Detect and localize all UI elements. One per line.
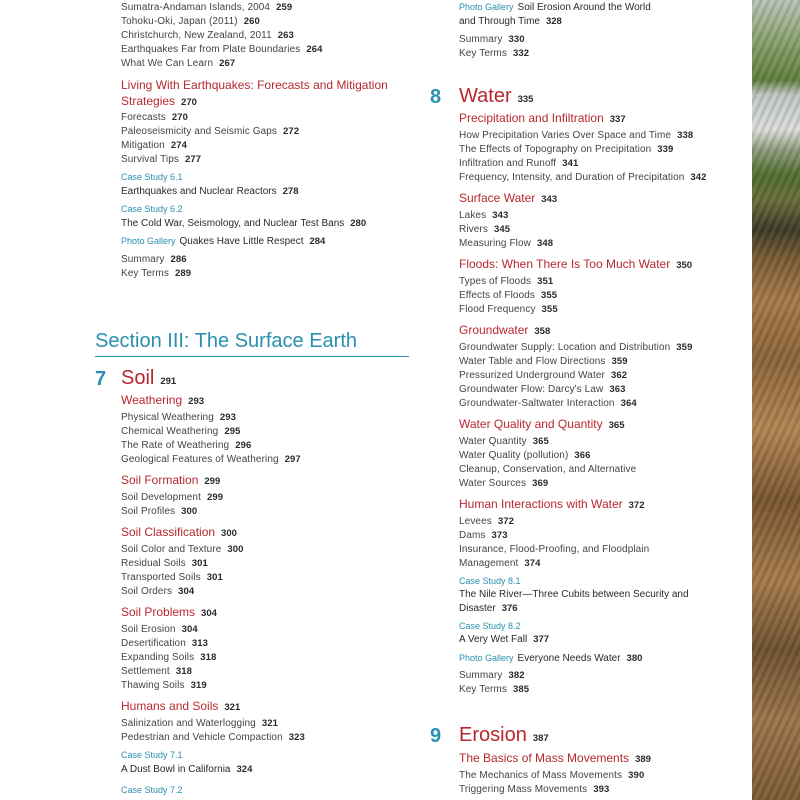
toc-entry[interactable]: Christchurch, New Zealand, 2011 263: [121, 30, 294, 41]
toc-entry[interactable]: Expanding Soils 318: [121, 652, 217, 663]
toc-entry[interactable]: Physical Weathering 293: [121, 412, 237, 423]
section-title[interactable]: Section III: The Surface Earth: [95, 330, 357, 352]
toc-entry[interactable]: Dams 373: [459, 530, 508, 541]
case-study-label: Case Study 7.1: [121, 750, 183, 760]
toc-entry[interactable]: Pedestrian and Vehicle Compaction 323: [121, 732, 305, 743]
toc-entry[interactable]: Groundwater Supply: Location and Distribution 359: [459, 342, 693, 353]
case-study-label: Case Study 8.1: [459, 576, 521, 586]
toc-entry[interactable]: Residual Soils 301: [121, 558, 208, 569]
toc-entry[interactable]: Soil Orders 304: [121, 586, 195, 597]
toc-entry[interactable]: Salinization and Waterlogging 321: [121, 718, 278, 729]
toc-entry[interactable]: Settlement 318: [121, 666, 192, 677]
toc-subheading[interactable]: Strategies 270: [121, 94, 197, 108]
toc-entry[interactable]: Water Table and Flow Directions 359: [459, 356, 628, 367]
toc-entry[interactable]: Thawing Soils 319: [121, 680, 207, 691]
photo-gallery-entry-continued[interactable]: and Through Time 328: [459, 16, 562, 27]
toc-entry[interactable]: Forecasts 270: [121, 112, 188, 123]
toc-entry[interactable]: Insurance, Flood-Proofing, and Floodplain: [459, 544, 650, 555]
case-study-label: Case Study 7.2: [121, 785, 183, 795]
toc-subheading[interactable]: The Basics of Mass Movements 389: [459, 751, 651, 765]
case-study-entry[interactable]: The Cold War, Seismology, and Nuclear Test Bans 280: [121, 218, 367, 229]
toc-entry[interactable]: Paleoseismicity and Seismic Gaps 272: [121, 126, 300, 137]
toc-entry[interactable]: Infiltration and Runoff 341: [459, 158, 579, 169]
toc-entry[interactable]: Effects of Floods 355: [459, 290, 558, 301]
toc-entry[interactable]: The Rate of Weathering 296: [121, 440, 252, 451]
case-study-entry[interactable]: Earthquakes and Nuclear Reactors 278: [121, 186, 299, 197]
toc-subheading[interactable]: Soil Problems 304: [121, 605, 217, 619]
toc-entry[interactable]: Water Quantity 365: [459, 436, 549, 447]
chapter-number: 7: [95, 368, 107, 390]
toc-entry[interactable]: Survival Tips 277: [121, 154, 202, 165]
toc-entry[interactable]: Levees 372: [459, 516, 515, 527]
case-study-label: Case Study 8.2: [459, 621, 521, 631]
section-rule: [95, 356, 409, 357]
toc-entry[interactable]: Frequency, Intensity, and Duration of Precipitation 342: [459, 172, 707, 183]
toc-entry[interactable]: Transported Soils 301: [121, 572, 223, 583]
chapter-number: 8: [430, 86, 442, 108]
photo-gallery-entry[interactable]: Photo Gallery Soil Erosion Around the World: [459, 2, 651, 13]
toc-subheading[interactable]: Humans and Soils 321: [121, 699, 241, 713]
chapter-heading[interactable]: Erosion 387: [459, 724, 549, 746]
toc-entry[interactable]: Tohoku-Oki, Japan (2011) 260: [121, 16, 260, 27]
photo-gallery-entry[interactable]: Photo Gallery Everyone Needs Water 380: [459, 653, 643, 664]
case-study-label: Case Study 6.1: [121, 172, 183, 182]
toc-entry[interactable]: Key Terms 385: [459, 684, 530, 695]
toc-entry[interactable]: Pressurized Underground Water 362: [459, 370, 628, 381]
chapter-heading[interactable]: Water 335: [459, 85, 534, 107]
chapter-heading[interactable]: Soil 291: [121, 367, 177, 389]
toc-entry[interactable]: Flood Frequency 355: [459, 304, 558, 315]
toc-entry[interactable]: Key Terms 289: [121, 268, 192, 279]
toc-entry[interactable]: Key Terms 332: [459, 48, 530, 59]
case-study-entry-continued[interactable]: Disaster 376: [459, 603, 518, 614]
toc-entry[interactable]: Groundwater-Saltwater Interaction 364: [459, 398, 637, 409]
toc-entry[interactable]: Earthquakes Far from Plate Boundaries 264: [121, 44, 323, 55]
toc-entry[interactable]: Rivers 345: [459, 224, 511, 235]
toc-entry[interactable]: What We Can Learn 267: [121, 58, 236, 69]
toc-entry[interactable]: Groundwater Flow: Darcy's Law 363: [459, 384, 626, 395]
toc-entry[interactable]: Soil Color and Texture 300: [121, 544, 244, 555]
case-study-entry[interactable]: A Dust Bowl in California 324: [121, 764, 253, 775]
toc-subheading[interactable]: Water Quality and Quantity 365: [459, 417, 625, 431]
toc-subheading[interactable]: Precipitation and Infiltration 337: [459, 111, 626, 125]
toc-entry[interactable]: Types of Floods 351: [459, 276, 554, 287]
toc-subheading[interactable]: Living With Earthquakes: Forecasts and Mitigation: [121, 78, 388, 92]
toc-entry[interactable]: Management 374: [459, 558, 541, 569]
case-study-entry[interactable]: A Very Wet Fall 377: [459, 634, 550, 645]
toc-subheading[interactable]: Soil Classification 300: [121, 525, 237, 539]
toc-entry[interactable]: Measuring Flow 348: [459, 238, 554, 249]
toc-entry[interactable]: Geological Features of Weathering 297: [121, 454, 301, 465]
toc-entry[interactable]: Cleanup, Conservation, and Alternative: [459, 464, 637, 475]
toc-subheading[interactable]: Weathering 293: [121, 393, 205, 407]
case-study-entry[interactable]: The Nile River—Three Cubits between Security and: [459, 589, 689, 600]
toc-subheading[interactable]: Groundwater 358: [459, 323, 551, 337]
toc-entry[interactable]: How Precipitation Varies Over Space and Time 338: [459, 130, 694, 141]
toc-entry[interactable]: Desertification 313: [121, 638, 209, 649]
toc-entry[interactable]: Sumatra-Andaman Islands, 2004 259: [121, 2, 293, 13]
toc-entry[interactable]: Summary 330: [459, 34, 525, 45]
toc-subheading[interactable]: Human Interactions with Water 372: [459, 497, 645, 511]
landscape-photo: [752, 0, 800, 800]
photo-gallery-entry[interactable]: Photo Gallery Quakes Have Little Respect 284: [121, 236, 326, 247]
case-study-label: Case Study 6.2: [121, 204, 183, 214]
chapter-number: 9: [430, 725, 442, 747]
toc-entry[interactable]: Soil Development 299: [121, 492, 224, 503]
toc-entry[interactable]: Mitigation 274: [121, 140, 187, 151]
toc-subheading[interactable]: Surface Water 343: [459, 191, 558, 205]
toc-entry[interactable]: Water Sources 369: [459, 478, 549, 489]
toc-entry[interactable]: Triggering Mass Movements 393: [459, 784, 610, 795]
toc-subheading[interactable]: Soil Formation 299: [121, 473, 221, 487]
toc-entry[interactable]: Soil Erosion 304: [121, 624, 198, 635]
toc-entry[interactable]: Soil Profiles 300: [121, 506, 198, 517]
toc-entry[interactable]: Summary 286: [121, 254, 187, 265]
toc-entry[interactable]: The Mechanics of Mass Movements 390: [459, 770, 645, 781]
toc-entry[interactable]: Water Quality (pollution) 366: [459, 450, 591, 461]
toc-entry[interactable]: Summary 382: [459, 670, 525, 681]
toc-entry[interactable]: Chemical Weathering 295: [121, 426, 241, 437]
toc-entry[interactable]: Lakes 343: [459, 210, 509, 221]
toc-entry[interactable]: The Effects of Topography on Precipitation 339: [459, 144, 674, 155]
toc-subheading[interactable]: Floods: When There Is Too Much Water 350: [459, 257, 693, 271]
